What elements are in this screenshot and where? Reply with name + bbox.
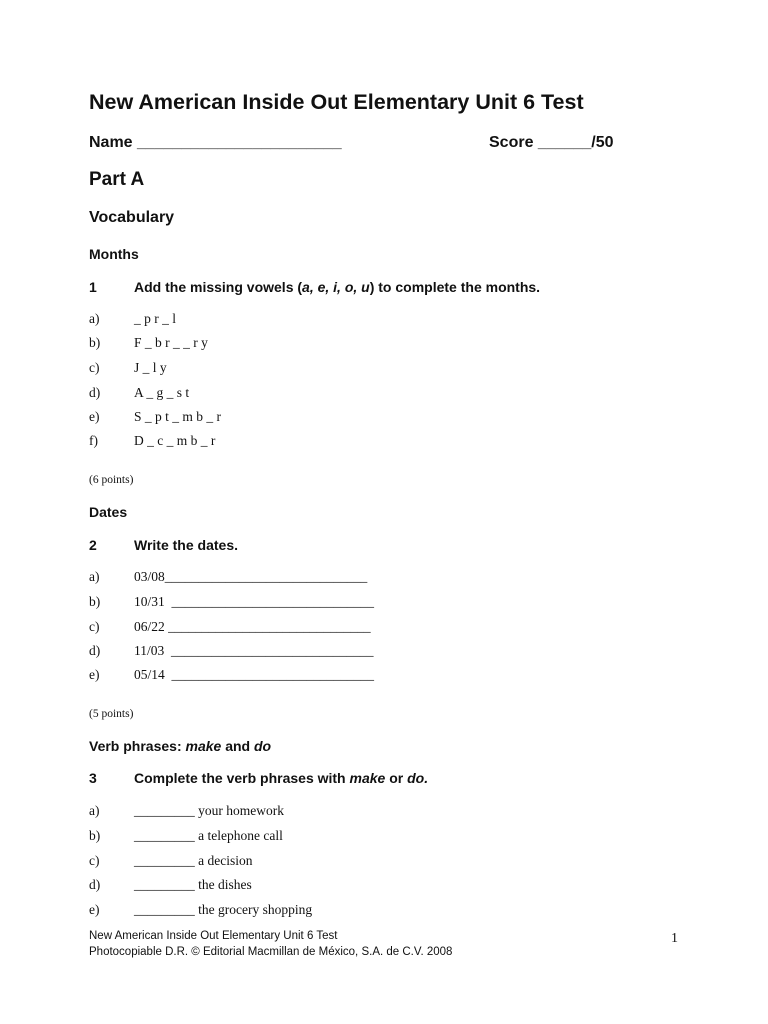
verb-phrase-item: _________ a decision xyxy=(134,853,253,868)
month-item: S _ p t _ m b _ r xyxy=(134,409,222,424)
item-letter: a) xyxy=(89,803,100,818)
item-letter: e) xyxy=(89,409,100,424)
question-number-1: 1 xyxy=(89,279,97,295)
points-label: (6 points) xyxy=(89,474,134,486)
date-item: 06/22 ______________________________ xyxy=(134,619,371,634)
date-item: 10/31 ______________________________ xyxy=(134,594,375,609)
item-letter: d) xyxy=(89,385,101,400)
month-item: F _ b r _ _ r y xyxy=(134,335,208,350)
month-item: J _ l y xyxy=(134,360,167,375)
item-letter: c) xyxy=(89,853,100,868)
item-letter: c) xyxy=(89,360,100,375)
item-letter: b) xyxy=(89,335,101,350)
footer-copyright: Photocopiable D.R. © Editorial Macmillan de México, S.A. de C.V. 2008 xyxy=(89,946,453,958)
item-letter: e) xyxy=(89,667,100,682)
name-field-label: Name _______________________ xyxy=(89,134,342,151)
question-2-instruction: Write the dates. xyxy=(134,537,238,553)
question-3-instruction: Complete the verb phrases with make or do. xyxy=(134,770,429,786)
verb-phrase-item: _________ your homework xyxy=(134,803,284,818)
item-letter: a) xyxy=(89,311,100,326)
verb-phrase-item: _________ a telephone call xyxy=(134,828,283,843)
points-label: (5 points) xyxy=(89,708,134,720)
question-number-3: 3 xyxy=(89,770,97,786)
month-item: _ p r _ l xyxy=(134,311,176,326)
item-letter: a) xyxy=(89,569,100,584)
score-field-label: Score ______/50 xyxy=(489,134,614,151)
item-letter: e) xyxy=(89,902,100,917)
item-letter: d) xyxy=(89,643,101,658)
question-1-instruction: Add the missing vowels (a, e, i, o, u) to complete the months. xyxy=(134,279,541,295)
month-item: A _ g _ s t xyxy=(134,385,190,400)
month-item: D _ c _ m b _ r xyxy=(134,433,216,448)
verb-phrase-item: _________ the grocery shopping xyxy=(134,902,313,917)
page-title: New American Inside Out Elementary Unit 6 Test xyxy=(89,90,584,114)
footer-title: New American Inside Out Elementary Unit 6 Test xyxy=(89,930,338,942)
months-heading: Months xyxy=(89,246,139,262)
date-item: 11/03 ______________________________ xyxy=(134,643,374,658)
verb-phrases-heading: Verb phrases: make and do xyxy=(89,738,272,754)
date-item: 03/08______________________________ xyxy=(134,569,368,584)
date-item: 05/14 ______________________________ xyxy=(134,667,375,682)
item-letter: d) xyxy=(89,877,101,892)
item-letter: b) xyxy=(89,594,101,609)
item-letter: f) xyxy=(89,433,98,448)
vocabulary-heading: Vocabulary xyxy=(89,209,175,226)
item-letter: b) xyxy=(89,828,101,843)
part-heading: Part A xyxy=(89,169,145,190)
dates-heading: Dates xyxy=(89,504,128,520)
page-number: 1 xyxy=(671,931,678,946)
question-number-2: 2 xyxy=(89,537,97,553)
verb-phrase-item: _________ the dishes xyxy=(134,877,252,892)
item-letter: c) xyxy=(89,619,100,634)
